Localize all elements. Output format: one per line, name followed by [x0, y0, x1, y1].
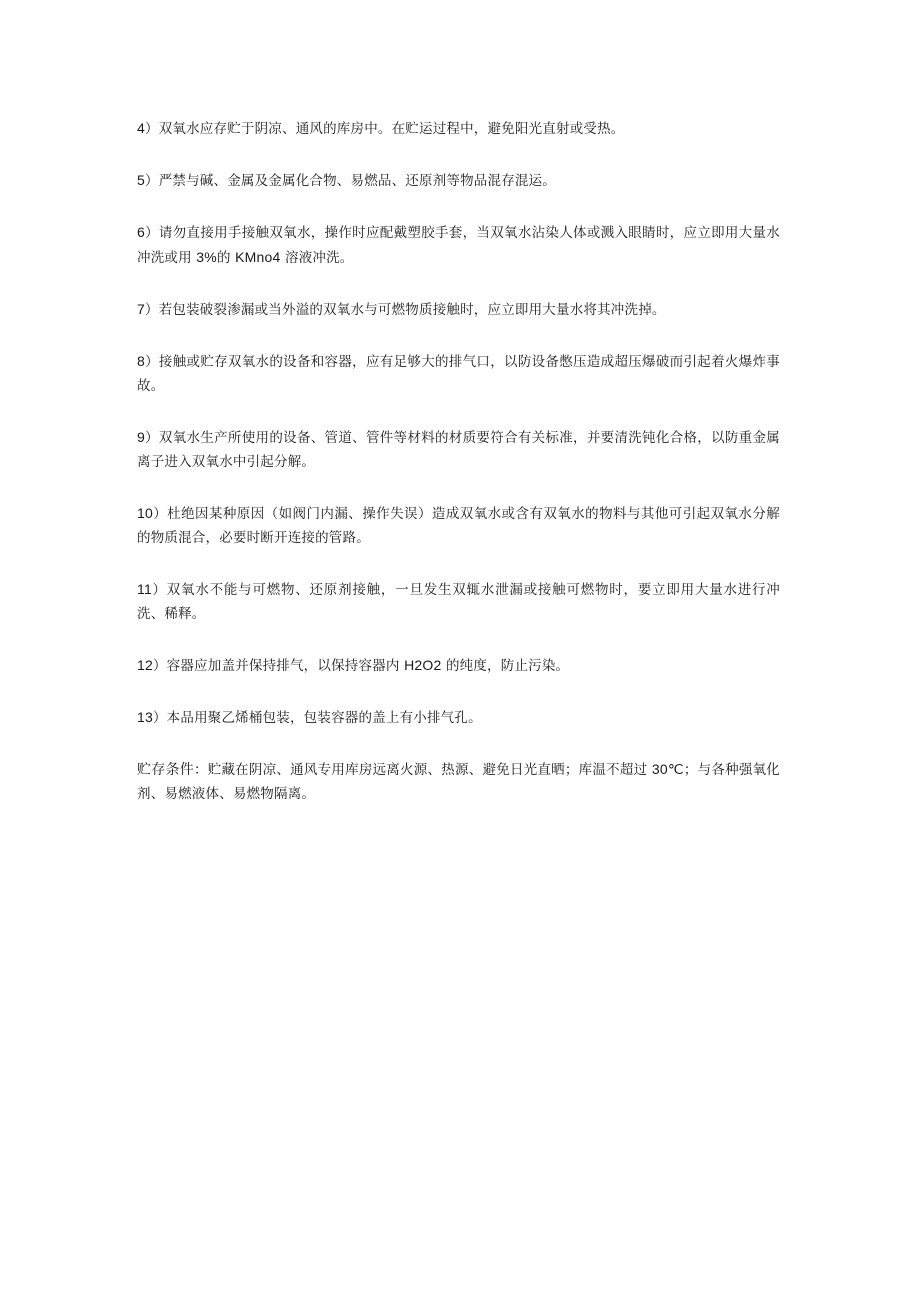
item-11 [137, 577, 780, 626]
item-number: 11 [137, 581, 152, 597]
item-6 [137, 220, 780, 270]
item-number: 5 [137, 172, 145, 188]
temperature-term: 30℃ [651, 761, 684, 777]
storage-text: ；与各种强氧化剂、易燃液体、易燃物隔离。 [137, 762, 781, 802]
item-number: 7 [137, 301, 145, 317]
item-12 [137, 653, 780, 678]
item-text: ）本品用聚乙烯桶包装，包装容器的盖上有小排气孔。 [152, 710, 482, 726]
item-text: ）双氧水生产所使用的设备、管道、管件等材料的材质要符合有关标准，并要清洗钝化合格，以防重金属离子进入双氧水中引起分解。 [137, 430, 780, 470]
item-number: 13 [137, 709, 153, 725]
item-text: ）双氧水应存贮于阴凉、通风的库房中。在贮运过程中，避免阳光直射或受热。 [145, 121, 625, 137]
item-number: 6 [137, 224, 145, 240]
item-9 [137, 425, 780, 474]
chemical-term: H2O2 [404, 657, 442, 673]
item-number: 4 [137, 120, 145, 136]
item-text: ）若包装破裂渗漏或当外溢的双氧水与可燃物质接触时，应立即用大量水将其冲洗掉。 [145, 302, 666, 318]
item-5 [137, 168, 780, 193]
item-text: ）严禁与碱、金属及金属化合物、易燃品、还原剂等物品混存混运。 [145, 173, 556, 189]
storage-text: ：贮藏在阴凉、通风专用库房远离火源、热源、避免日光直晒；库温不超过 [193, 762, 652, 778]
item-text: 溶液冲洗。 [280, 250, 354, 266]
item-number: 12 [137, 657, 153, 673]
chemical-term: KMno4 [235, 249, 281, 265]
item-number: 9 [137, 429, 145, 445]
item-number: 8 [137, 353, 145, 369]
item-text: ）请勿直接用手接触双氧水，操作时应配戴塑胶手套，当双氧水沾染人体或溅入眼睛时，应立即用大量水冲洗或用 [137, 225, 780, 266]
storage-label: 贮存条件 [137, 762, 194, 778]
item-text: 的 [216, 250, 236, 266]
item-13 [137, 705, 780, 730]
item-text: 的纯度，防止污染。 [441, 658, 570, 674]
item-10 [137, 501, 780, 550]
item-number: 10 [137, 505, 153, 521]
storage-conditions [137, 757, 780, 806]
item-text: ）双氧水不能与可燃物、还原剂接触，一旦发生双辄水泄漏或接触可燃物时，要立即用大量水进行冲洗、稀释。 [137, 582, 780, 622]
item-8 [137, 349, 780, 398]
item-text: ）接触或贮存双氧水的设备和容器，应有足够大的排气口，以防设备憋压造成超压爆破而引起着火爆炸事故。 [137, 354, 780, 394]
item-text: ）杜绝因某种原因（如阀门内漏、操作失误）造成双氧水或含有双氧水的物料与其他可引起双氧水分解的物质混合，必要时断开连接的管路。 [137, 506, 780, 546]
item-4 [137, 116, 780, 141]
concentration-term: 3% [196, 249, 217, 265]
item-text: ）容器应加盖并保持排气，以保持容器内 [152, 658, 405, 674]
item-7 [137, 297, 780, 322]
